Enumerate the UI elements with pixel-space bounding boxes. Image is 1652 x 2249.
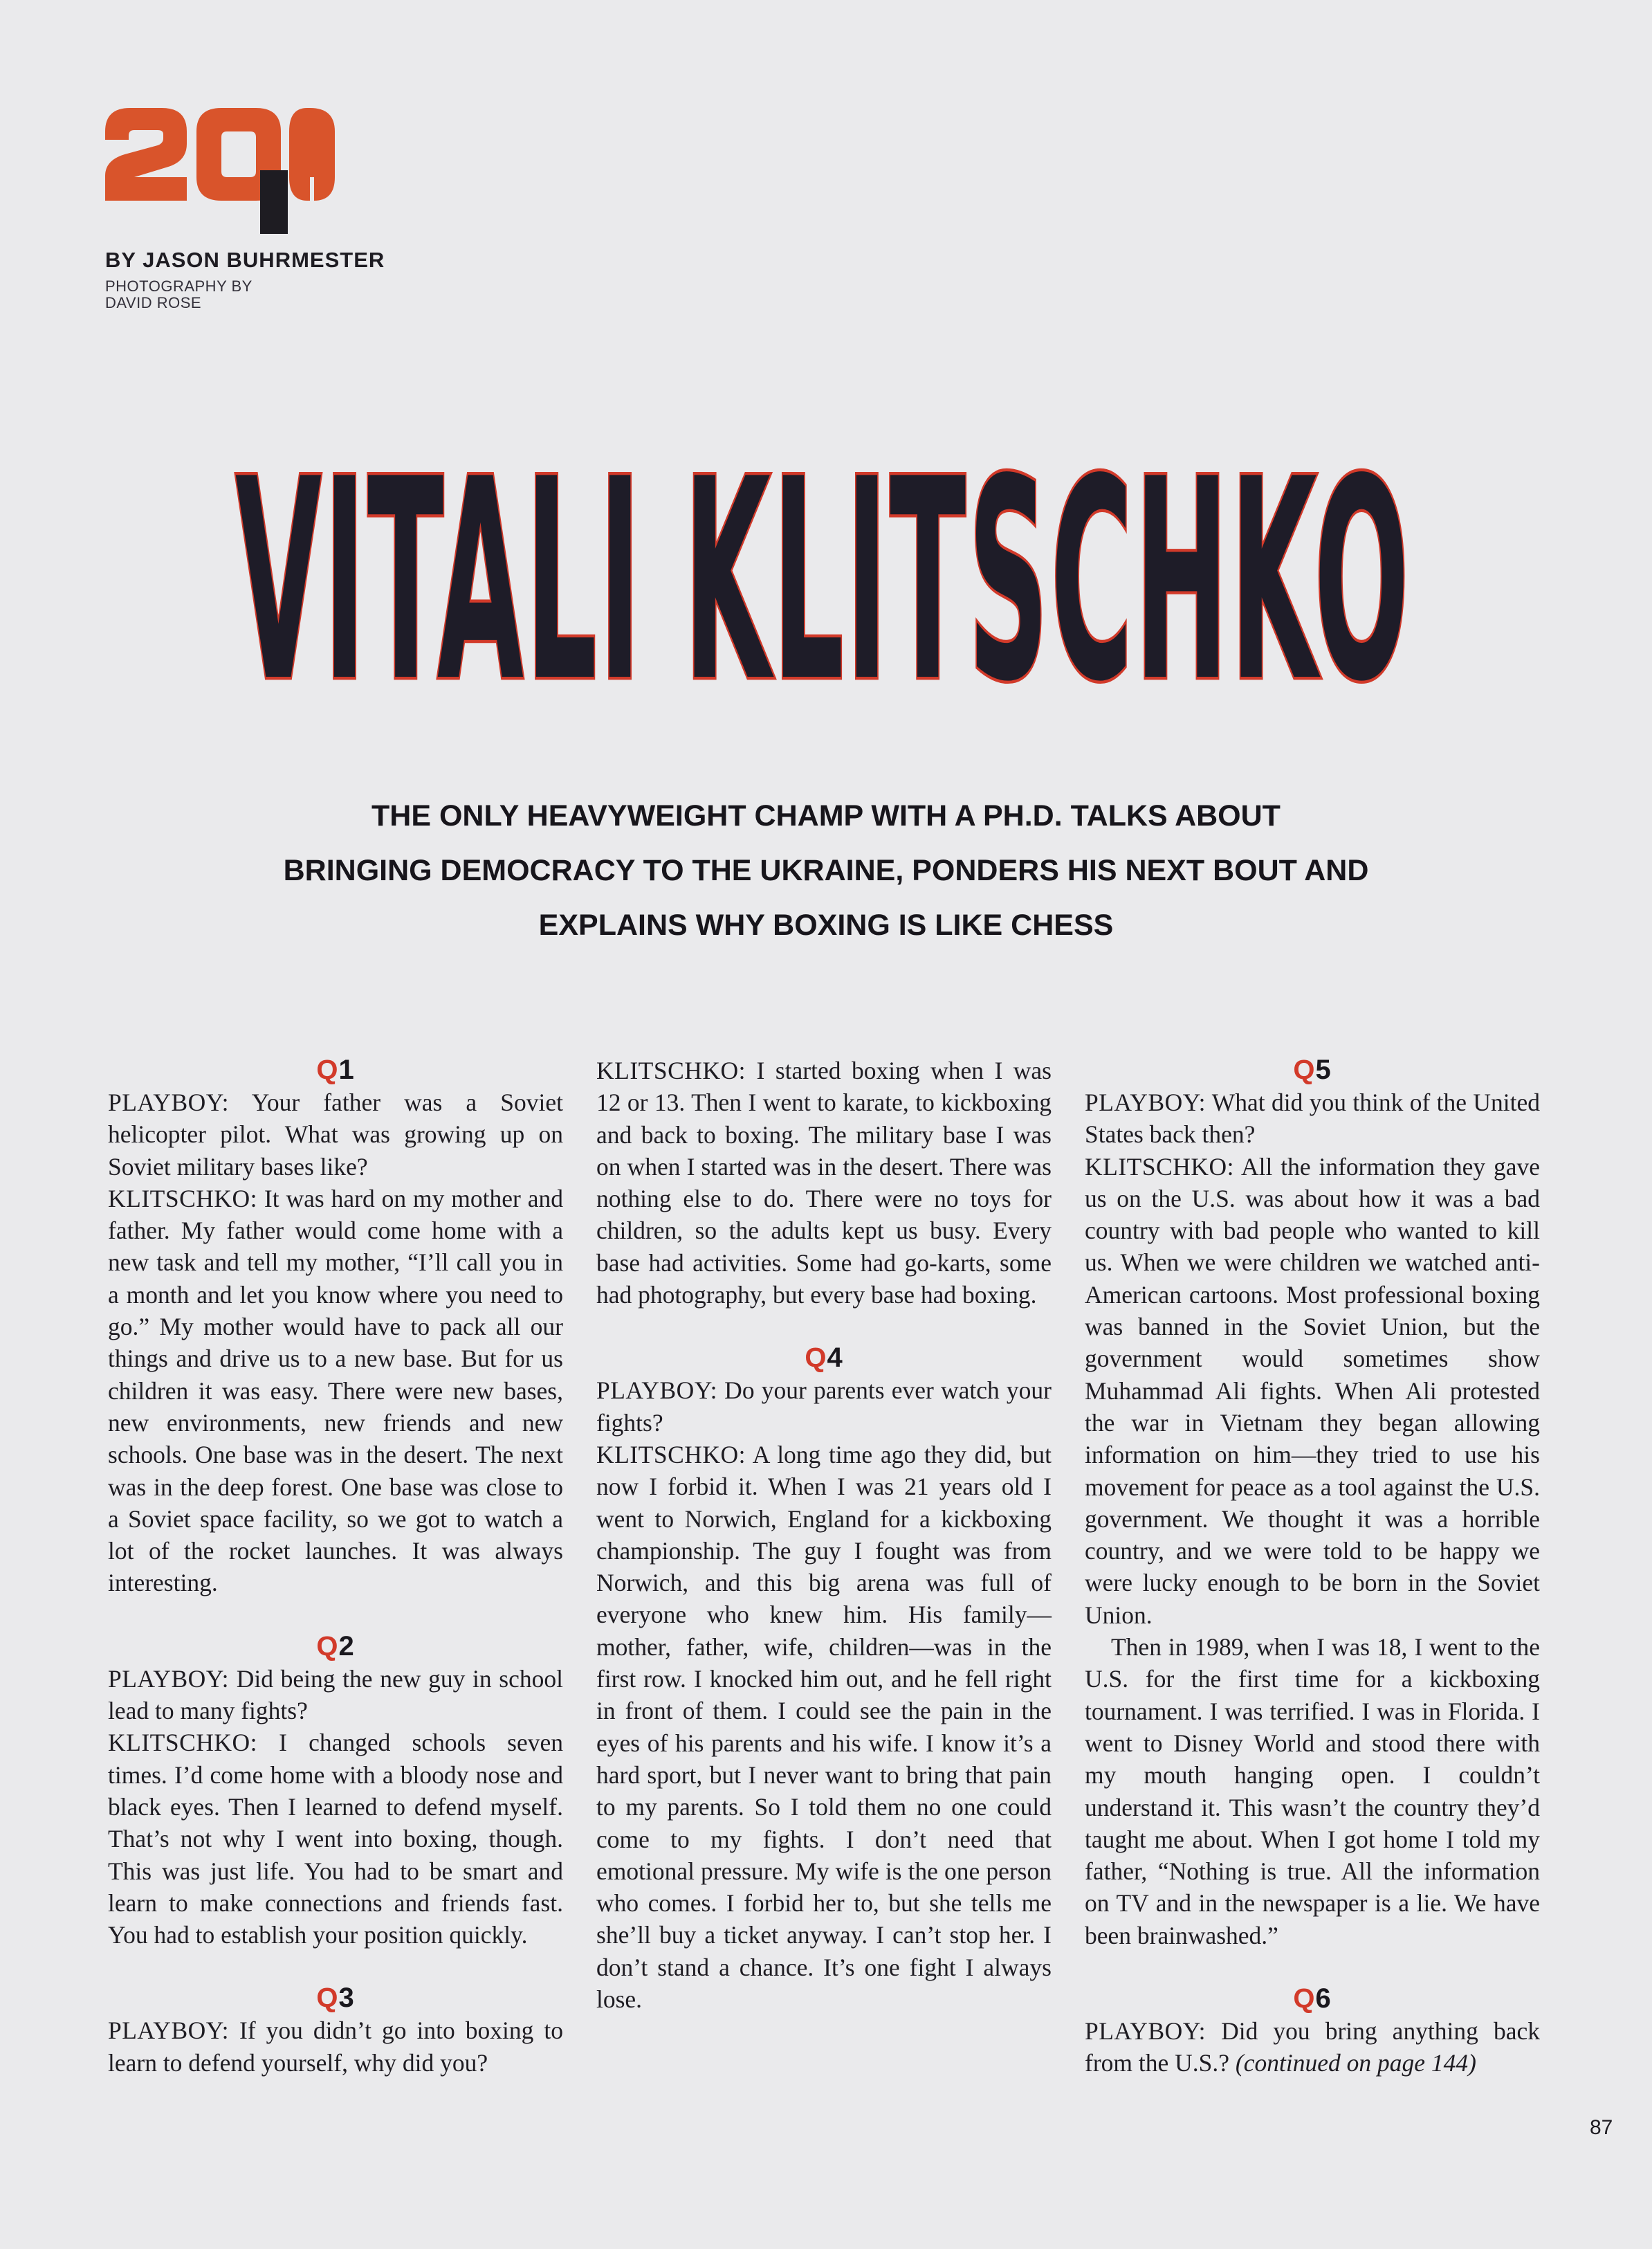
q6-label-q: Q [1293,1983,1316,2014]
playboy-speaker: PLAYBOY: [1085,2017,1206,2046]
deck-line-3: EXPLAINS WHY BOXING IS LIKE CHESS [538,909,1114,942]
playboy-speaker: PLAYBOY: [108,1089,229,1116]
q5-answer-continued: Then in 1989, when I was 18, I went to the U.S. for the first time for a kickboxing tournament. I was terrified. I was in Florida. I went to Disney World and stood there with my mouth hanging open. I couldn’t understand it. This wasn’t the country they’d taught me about. When I got home I told my father, “Nothing is true. All the information on TV and in the newspaper is a lie. We have been brainwashed.” [1085,1633,1540,1949]
q5-question: PLAYBOY: What did you think of the United States back then? [1085,1089,1540,1149]
q2-answer: KLITSCHKO: I changed schools seven times. I’d come home with a bloody nose and black eyes. Then I learned to defend myself. That’s not why I went into boxing, though. This was just life. You had to be smart and learn to make connections and friends fast. You had to establish your position quickly. [108,1729,563,1949]
20q-logo [102,104,338,235]
q6-label-number: 6 [1315,1983,1332,2014]
q3-question: PLAYBOY: If you didn’t go into boxing to learn to defend yourself, why did you? [108,2016,563,2077]
author-credit: BY JASON BUHRMESTER [105,248,385,272]
q4-heading [596,1342,1052,1373]
klitschko-speaker: KLITSCHKO: [108,1729,258,1757]
playboy-speaker: PLAYBOY: [108,1664,229,1693]
klitschko-speaker: KLITSCHKO: [596,1440,746,1468]
klitschko-speaker: KLITSCHKO: [1085,1152,1235,1181]
photo-credit-line-1: PHOTOGRAPHY BY [105,277,253,295]
column-1 [108,1055,563,2079]
q6-question: PLAYBOY: Did you bring anything back from the U.S.? (continued on page 144) [1085,2017,1540,2077]
photo-credit [105,278,285,311]
q4-question: PLAYBOY: Do your parents ever watch your fights? [596,1376,1052,1437]
q3-label-q: Q [316,1983,339,2014]
q1-question: PLAYBOY: Your father was a Soviet helicopter pilot. What was growing up on Soviet military bases like? [108,1089,563,1181]
q1-answer: KLITSCHKO: It was hard on my mother and father. My father would come home with a new task and tell my mother, “I’ll call you in a month and let you know where you need to go.” My mother would have to pack all our things and drive us to a new base. But for us children it was easy. There were new bases, new environments, new friends and new schools. One base was in the desert. The next was in the deep forest. One base was close to a Soviet space facility, so we got to watch a lot of the rocket launches. It was always interesting. [108,1184,563,1597]
playboy-speaker: PLAYBOY: [596,1376,717,1405]
q1-heading [108,1055,563,1085]
column-3 [1085,1055,1540,2079]
q3-answer: KLITSCHKO: I started boxing when I was 12 or 13. Then I went to karate, to kickboxing and back to boxing. The military base I was on when I started was in the desert. There was nothing else to do. There were no toys for children, so the adults kept us busy. Every base had activities. Some had go-karts, some had photography, but every base had boxing. [596,1057,1052,1309]
playboy-speaker: PLAYBOY: [108,2016,229,2045]
deck-line-1: THE ONLY HEAVYWEIGHT CHAMP WITH A PH.D. TALKS ABOUT [371,799,1281,832]
byline [105,248,385,311]
q4-label-q: Q [805,1342,827,1374]
q2-heading [108,1631,563,1661]
q5-answer: KLITSCHKO: All the information they gave us on the U.S. was about how it was a bad country with bad people who wanted to kill us. When we were children we watched anti-American cartoons. Most professional boxing was banned in the Soviet Union, but the government would sometimes show Muhammad Ali fights. When Ali protested the war in Vietnam they began allowing information on him—they tried to use his movement for peace as a tool against the U.S. government. We thought it was a horrible country, and we were told to be happy we were lucky enough to be born in the Soviet Union. [1085,1152,1540,1629]
klitschko-speaker: KLITSCHKO: [596,1057,746,1084]
q2-label-q: Q [316,1630,339,1661]
q5-label-number: 5 [1315,1055,1332,1085]
klitschko-speaker: KLITSCHKO: [108,1184,258,1212]
headline-text: VITALI KLITSCHKO [235,419,1412,706]
playboy-speaker: PLAYBOY: [1085,1089,1206,1116]
q1-label-q: Q [316,1055,339,1085]
q2-question: PLAYBOY: Did being the new guy in school lead to many fights? [108,1664,563,1725]
deck [125,789,1527,953]
q6-heading [1085,1983,1540,2014]
q1-label-number: 1 [338,1055,355,1085]
photo-credit-line-2: DAVID ROSE [105,294,202,311]
deck-line-2: BRINGING DEMOCRACY TO THE UKRAINE, PONDERS HIS NEXT BOUT AND [283,854,1369,887]
q5-heading [1085,1055,1540,1085]
column-2 [596,1055,1052,2015]
q2-label-number: 2 [338,1630,355,1661]
q5-label-q: Q [1293,1055,1316,1085]
continued-note: (continued on page 144) [1235,2049,1476,2077]
q4-answer: KLITSCHKO: A long time ago they did, but now I forbid it. When I was 21 years old I went to Norwich, England for a kickboxing championship. The guy I fought was from Norwich, and this big arena was full of everyone who knew him. His family—mother, father, wife, children—was in the first row. I knocked him out, and he fell right in front of them. I could see the pain in the eyes of his parents and his wife. I know it’s a hard sport, but I never want to bring that pain to my parents. So I told them no one could come to my fights. I don’t need that emotional pressure. My wife is the one person who comes. I forbid her to, but she tells me she’ll buy a ticket anyway. I can’t stop her. I don’t stand a chance. It’s one fight I always lose. [596,1440,1052,2014]
page-number: 87 [1590,2116,1613,2139]
q4-label-number: 4 [827,1342,843,1374]
headline [228,408,1418,706]
q3-heading [108,1983,563,2013]
q3-label-number: 3 [338,1983,355,2014]
